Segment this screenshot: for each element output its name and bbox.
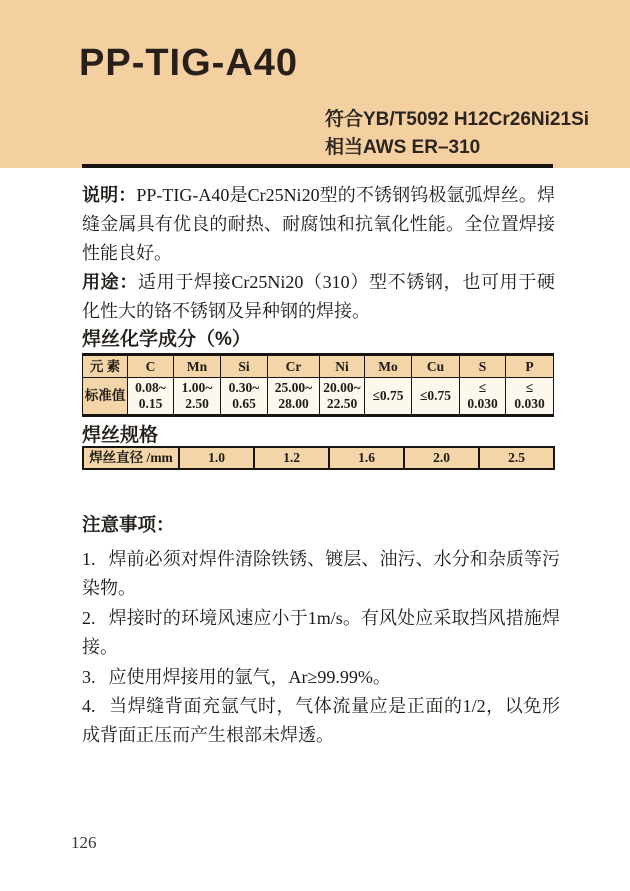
value-cell	[268, 378, 320, 416]
value-cell	[174, 378, 221, 416]
value-line: 0.65	[232, 396, 256, 411]
element-header-cell: Cr	[268, 355, 320, 378]
element-header-cell: Si	[221, 355, 268, 378]
value-line: 28.00	[278, 396, 309, 411]
standard-compliance-line: 符合YB/T5092 H12Cr26Ni21Si	[325, 109, 590, 130]
element-header-cell: C	[128, 355, 174, 378]
value-cell	[460, 378, 506, 416]
value-line: ≤0.75	[419, 388, 452, 403]
element-header-cell: Mo	[365, 355, 412, 378]
value-line: 0.30~	[228, 380, 260, 395]
value-cell	[221, 378, 268, 416]
value-line: 0.15	[138, 396, 163, 411]
diameter-cell: 1.6	[329, 447, 404, 469]
divider-rule	[82, 164, 553, 168]
spec-heading: 焊丝规格	[82, 425, 159, 446]
element-header-cell: S	[460, 355, 506, 378]
note-text: 当焊缝背面充氩气时，气体流量应是正面的1/2，以免形成背面正压而产生根部未焊透。	[82, 696, 560, 746]
value-line: 1.00~	[181, 380, 213, 395]
note-number: 4.	[82, 696, 96, 717]
note-text: 焊接时的环境风速应小于1m/s。有风处应采取挡风措施焊接。	[82, 607, 560, 658]
row-label-cell: 标准值	[83, 378, 128, 416]
element-header-cell: P	[506, 355, 554, 378]
value-line: 22.50	[326, 396, 358, 411]
value-line: 20.00~	[323, 380, 361, 395]
header-band	[0, 0, 630, 168]
note-item	[82, 692, 560, 751]
value-cell	[412, 378, 460, 416]
value-cell	[365, 378, 412, 416]
corner-header-cell: 元 素	[83, 355, 128, 378]
value-cell	[128, 378, 174, 416]
composition-heading: 焊丝化学成分（%）	[82, 329, 251, 350]
spec-row	[83, 447, 554, 469]
usage-label: 用途：	[82, 272, 138, 292]
intro-section	[82, 181, 555, 326]
equivalent-standard-line: 相当AWS ER–310	[325, 137, 481, 158]
note-item	[82, 663, 560, 692]
standards-block	[325, 106, 589, 162]
page-title: PP-TIG-A40	[79, 42, 299, 84]
value-line: ≤	[525, 380, 534, 395]
value-line: ≤	[478, 380, 487, 395]
value-line: 0.030	[467, 396, 498, 411]
wire-spec-table	[82, 446, 555, 470]
note-number: 1.	[82, 549, 96, 569]
note-text: 焊前必须对焊件清除铁锈、镀层、油污、水分和杂质等污染物。	[82, 549, 560, 599]
value-line: 2.50	[185, 396, 209, 411]
page-number: 126	[71, 833, 97, 852]
note-item	[82, 545, 560, 604]
value-cell	[506, 378, 554, 416]
composition-value-row	[83, 378, 554, 416]
value-cell	[320, 378, 365, 416]
usage-paragraph	[82, 268, 555, 326]
description-label: 说明：	[82, 185, 137, 205]
diameter-cell: 2.0	[404, 447, 479, 469]
value-line: 0.08~	[135, 380, 166, 395]
value-line: 25.00~	[274, 380, 313, 395]
note-number: 3.	[82, 666, 96, 687]
diameter-cell: 1.0	[179, 447, 254, 469]
note-number: 2.	[82, 607, 96, 628]
description-text: PP-TIG-A40是Cr25Ni20型的不锈钢钨极氩弧焊丝。焊缝金属具有优良的耐热、耐腐蚀和抗氧化性能。全位置焊接性能良好。	[82, 185, 556, 263]
usage-text: 适用于焊接Cr25Ni20（310）型不锈钢，也可用于硬化性大的铬不锈钢及异种钢的焊接。	[82, 272, 555, 321]
value-line: 0.030	[514, 396, 545, 411]
diameter-cell: 2.5	[479, 447, 554, 469]
note-item	[82, 604, 560, 663]
element-header-cell: Cu	[412, 355, 460, 378]
note-text: 应使用焊接用的氩气，Ar≥99.99%。	[108, 666, 391, 687]
element-header-cell: Mn	[174, 355, 221, 378]
value-line: ≤0.75	[372, 388, 404, 403]
notes-section	[82, 511, 560, 751]
element-header-cell: Ni	[320, 355, 365, 378]
description-paragraph	[82, 181, 555, 268]
spec-label-cell: 焊丝直径 /mm	[83, 447, 179, 469]
diameter-cell: 1.2	[254, 447, 329, 469]
composition-header-row	[83, 355, 554, 378]
chemical-composition-table	[82, 353, 554, 417]
notes-heading: 注意事项：	[82, 514, 175, 535]
